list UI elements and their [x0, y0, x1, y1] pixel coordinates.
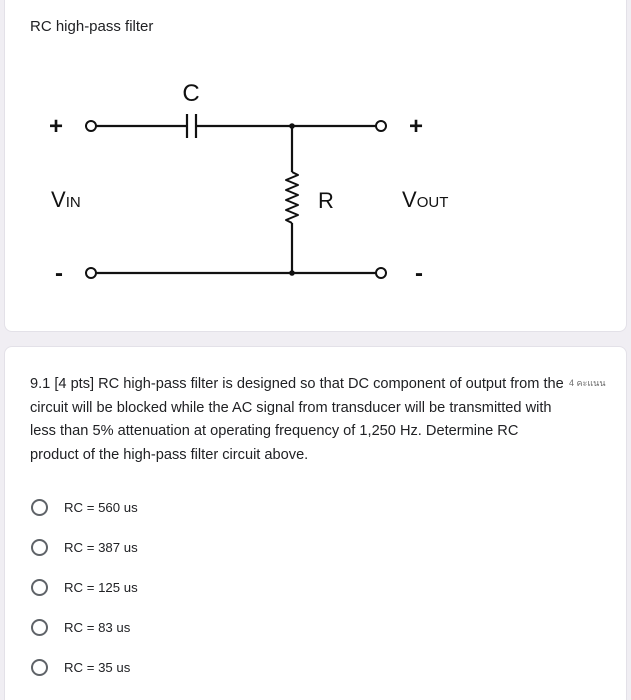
option-label: RC = 560 us — [64, 499, 138, 515]
vout-minus-terminal — [376, 268, 386, 278]
option-label: RC = 387 us — [64, 539, 138, 555]
capacitor-label: C — [182, 80, 200, 107]
resistor-label: R — [318, 188, 334, 213]
option-5[interactable] — [31, 647, 138, 687]
radio-button[interactable] — [31, 659, 48, 676]
vout-main: V — [402, 187, 417, 212]
vin-label — [51, 187, 81, 212]
radio-button[interactable] — [31, 619, 48, 636]
points-label: 4 คะแนน — [569, 378, 606, 388]
option-2[interactable] — [31, 527, 138, 567]
option-3[interactable] — [31, 567, 138, 607]
vout-plus-terminal — [376, 121, 386, 131]
circuit-card — [4, 0, 627, 332]
option-1[interactable] — [31, 487, 138, 527]
option-4[interactable] — [31, 607, 138, 647]
vin-subscript: IN — [65, 194, 81, 211]
vin-main: V — [51, 187, 66, 212]
minus-left-label: - — [55, 260, 63, 287]
vin-plus-terminal — [86, 121, 96, 131]
radio-button[interactable] — [31, 499, 48, 516]
plus-left-label: + — [49, 113, 64, 140]
question-text: 9.1 [4 pts] RC high-pass filter is designed so that DC component of output from the circuit will be blocked while the AC signal from transducer will be transmitted with less than 5% attenuation at operating frequency of 1,250 Hz. Determine RC product of the high-pass filter circuit above. — [30, 376, 564, 463]
answer-options — [31, 487, 138, 687]
option-label: RC = 83 us — [64, 619, 131, 635]
plus-right-label: + — [409, 113, 424, 140]
minus-right-label: - — [415, 260, 423, 287]
radio-button[interactable] — [31, 539, 48, 556]
option-label: RC = 125 us — [64, 579, 138, 595]
vout-subscript: OUT — [416, 194, 449, 211]
vin-minus-terminal — [86, 268, 96, 278]
resistor-symbol — [286, 172, 298, 223]
question-card — [4, 346, 627, 700]
radio-button[interactable] — [31, 579, 48, 596]
circuit-diagram — [5, 0, 628, 332]
card-title: RC high-pass filter — [30, 18, 154, 35]
vout-label — [402, 187, 448, 212]
option-label: RC = 35 us — [64, 659, 131, 675]
